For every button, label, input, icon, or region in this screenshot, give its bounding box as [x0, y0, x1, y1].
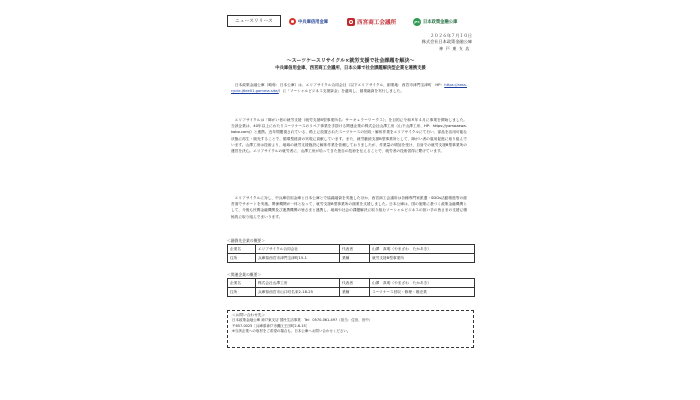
- hyogo-shinkin-logo: [289, 16, 328, 27]
- table-row: [228, 288, 475, 297]
- table-cell: 就労支援B型事業所: [370, 254, 475, 263]
- table-cell: 兵庫県西宮市山口町名来2-18-25: [256, 288, 340, 297]
- page-title: ～スーツケースリサイクル×就労支援で社会課題を解決～: [286, 58, 415, 64]
- nishinomiya-cci-logo: [347, 16, 396, 27]
- date-block: [422, 33, 472, 52]
- press-release-page: [227, 10, 474, 395]
- nishinomiya-cci-name: 西宮商工会議所: [357, 19, 397, 26]
- news-release-badge: ニュースリリース: [227, 15, 281, 27]
- para2-text: エリアサイクルは「障がい者の就労支援（就労支援B型事業所名：サーキュラーワークス）」を目的に令和８年４月に事業を開始しました。当該企業は、40年以上にわたりスーツケースのリペア事業を手掛ける関連企業の株式会社山澤工房（山下山澤工房、HP：https://yamazawa-kobo.com/）と連携。近年問題視されている、路上に放置されたスーツケースの回収・解体作業をエリアサイクルにて行い、部品を活用可能な状態に再生・販売することで、循環型経済の実現に貢献しています。また、就労継続支援B型事業所として、障がい者の雇用促進に取り組んでいます。山澤工房は技術より、地域の就労支援施設に解体作業を依頼しておりましたが、作業量の増加を受け、自身での就労支援B型事業所の運営を決心。エリアサイクルの就労者に、山澤工房が培ってきた独自の技術を伝えることで、就労者の技術習得に繋げています。: [231, 118, 467, 154]
- nishinomiya-cci-mark-icon: [347, 18, 355, 26]
- table-cell: 兵庫県西宮市津門宝津町15-1: [256, 254, 340, 263]
- jfc-logo: [413, 16, 457, 27]
- table-cell: 山澤 真明（やまざわ たかあき）: [370, 279, 475, 288]
- table-cell: 山澤 真明（やまざわ たかあき）: [370, 245, 475, 254]
- header-row: [227, 15, 474, 29]
- table-cell: 代表者: [340, 279, 370, 288]
- contact-heading: ＜お問い合わせ先＞: [232, 313, 266, 317]
- area-cycle-link[interactable]: https://area-cycle-j6ee01.gamma.site/: [231, 83, 468, 94]
- body-paragraph-1: [231, 82, 467, 94]
- body-paragraph-3: [231, 195, 467, 220]
- table-row: [228, 245, 475, 254]
- hyogo-shinkin-mark-icon: [289, 18, 296, 25]
- table-cell: 企業名: [228, 279, 256, 288]
- contact-line-3: ※当該企業への取材をご希望の場合も、日本公庫へお問い合わせください。: [232, 329, 351, 334]
- para3-text: エリアサイクルに対し、中兵庫信用金庫と日本公庫とで協調融資を実施したほか、西宮商工会議所は各種専門家派遣・SDGs活動推進等の経営面でサポートを実施。関係機関が一体となって、就労支援B型事業所の創業を支援しました。日本公庫は、国の施策に基づく政策金融機関として、今後も民間金融機関及び連携機関の皆さまと連携し、地域や社会の課題解決に取り組むソーシャルビジネスの担い手の皆さまの支援に積極的に取り組んでまいります。: [231, 196, 467, 219]
- para1-text-a: 日本政策金融公庫（略称：日本公庫）は、エリアサイクル合同会社（以下エリアサイクル、創業地：西宮市津門宝津町 HP：: [234, 83, 445, 87]
- jfc-name: 日本政策金融公庫: [423, 19, 458, 25]
- table-cell: 企業名: [228, 245, 256, 254]
- release-date: ２０２６年７月１０日: [430, 33, 472, 38]
- hyogo-shinkin-name: 中兵庫信用金庫: [298, 19, 329, 25]
- contact-line-2: 〒657-0025［兵庫県神戸市灘区王田町2-6-15］: [232, 323, 310, 328]
- table-cell: 株式会社山澤工房: [256, 279, 340, 288]
- page-subtitle: 中兵庫信用金庫、西宮商工会議所、日本公庫で社会課題解決型企業を連携支援: [275, 66, 426, 71]
- table-cell: 住所: [228, 254, 256, 263]
- contact-line-1: 日本政策金融公庫 神戸東支店 国民生活事業 Tel：0570-061-497（担当：住田、田中）: [232, 318, 373, 323]
- para1-text-b: ）に「ソーシャルビジネス支援資金」を適用し、創業融資を実行しました。: [278, 89, 404, 94]
- body-paragraph-2: [231, 117, 467, 154]
- table-cell: 住所: [228, 288, 256, 297]
- table-cell: エリアサイクル合同会社: [256, 245, 340, 254]
- borrower-info-table: [227, 244, 475, 263]
- table-cell: 代表者: [340, 245, 370, 254]
- issuer-org: 株式会社日本政策金融公庫: [421, 39, 472, 45]
- related-company-section-label: ＜関連企業の概要＞: [227, 272, 262, 277]
- table-row: [228, 279, 475, 288]
- issuer-branch: 神戸東支店: [439, 45, 472, 51]
- borrower-section-label: ＜融資先企業の概要＞: [227, 238, 265, 243]
- table-cell: スーツケース回収・修理・販売業: [370, 288, 475, 297]
- jfc-mark-icon: JFC: [414, 19, 420, 24]
- table-cell: 業種: [340, 288, 370, 297]
- related-company-info-table: [227, 278, 475, 297]
- table-row: [228, 254, 475, 263]
- contact-box: [227, 310, 474, 348]
- table-cell: 業種: [340, 254, 370, 263]
